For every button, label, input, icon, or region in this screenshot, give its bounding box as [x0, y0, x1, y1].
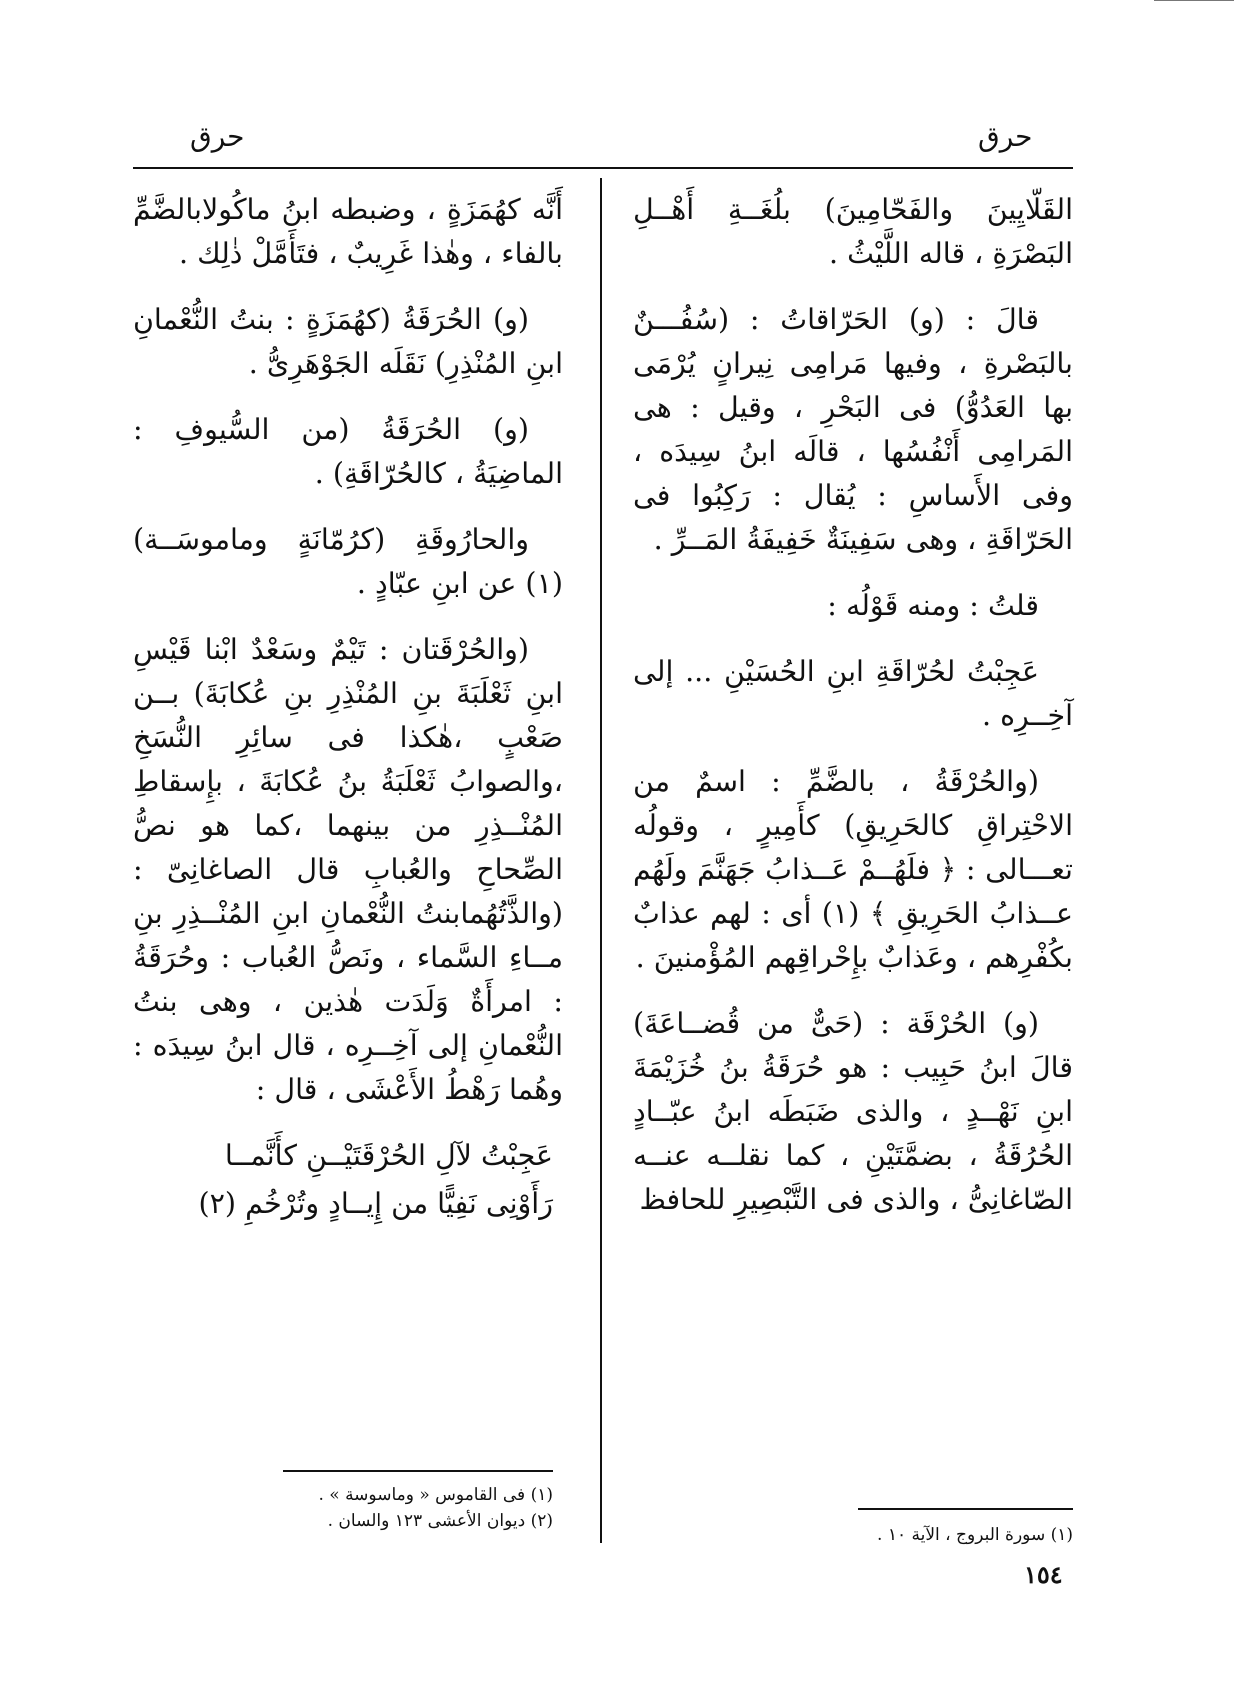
scan-edge-line	[1154, 0, 1234, 1]
paragraph: (والحُرْقَتان : تَيْمٌ وسَعْدٌ ابْنا قَيْسِ ابنِ ثَعْلَبَةَ بنِ المُنْذِرِ بنِ عُكابَةَ) بــن صَعْبٍ ،هٰكذا فى سائِرِ النُّسَخِ ،والصوابُ ثَعْلَبَةُ بنُ عُكابَةَ ، بإِسقاطِ المُنْــذِرِ من بينهما ،كما هو نصُّ الصِّحاحِ والعُبابِ قال الصاغانِىّ :(والذَّتُهُمابنتُ النُّعْمانِ ابنِ المُنْــذِرِ بنِ مــاءِ السَّماء ، ونَصُّ العُباب : وحُرَقَةُ : امرأَةٌ وَلَدَت هٰذين ، وهى بنتُ النُّعْمانِ إلى آخِــرِه ، قال ابنُ سِيدَه : وهُما رَهْطُ الأَعْشَى ، قال :	[133, 633, 563, 1106]
footnote-rule-right	[858, 1508, 1073, 1510]
footnote: (١) سورة البروج ، الآية ١٠ .	[877, 1525, 1073, 1545]
header-rule	[133, 167, 1073, 169]
verse-line: رَأَوْنِى نَفِيًّا من إِيــادٍ وتُرْخُمِ (٢)	[198, 1187, 553, 1220]
paragraph: القَلّايِينَ والفَحّامِينَ) بلُغَــةِ أَهْــلِ البَصْرَةِ ، قاله اللَّيْثُ .	[633, 193, 1073, 270]
paragraph: أَنَّه كهُمَزَةٍ ، وضبطه ابنُ ماكُولابالضَّمِّ بالفاء ، وهٰذا غَرِيبٌ ، فتَأَمَّلْ ذٰلِك .	[133, 193, 563, 270]
paragraph: (و) الحُرَقَةُ (من السُّيوفِ : الماضِيَةُ ، كالحُرّاقَةِ) .	[133, 413, 563, 490]
paragraph: والحارُوقَةِ (كرُمّانَةٍ وماموسَــة) (١) عن ابنِ عبّادٍ .	[133, 523, 563, 600]
paragraph: (والحُرْقَةُ ، بالضَّمِّ : اسمٌ من الاحْتِراقِ كالحَرِيقِ) كأَمِيرٍ ، وقولُه تعـــالى : ﴿ فلَهُــمْ عَــذابُ جَهَنَّمَ ولَهُم عــذابُ الحَرِيقِ ﴾ (١) أى : لهم عذابٌ بكُفْرِهم ، وعَذابٌ بإِحْراقِهم المُؤْمنينَ .	[633, 765, 1073, 974]
header-word-left: حرق	[190, 120, 245, 153]
paragraph: عَجِبْتُ لحُرّاقَةِ ابنِ الحُسَيْنِ ... إلى آخِــرِه .	[633, 655, 1073, 732]
verse-line: عَجِبْتُ لآلِ الحُرْقَتَيْــنِ كأَنَّمــا	[224, 1139, 553, 1172]
paragraph: (و) الحُرْقَة : (حَىٌّ من قُضــاعَةَ) قالَ ابنُ حَبِيب : هو حُرَقَةُ بنُ خُزَيْمَةَ ابنِ نَهْــدٍ ، والذى ضَبَطَه ابنُ عبّــادٍ الحُرُقَةُ ، بضمَّتَيْنِ ، كما نقلــه عنــه الصّاغانِىُّ ، والذى فى التَّبْصِيرِ للحافظ	[633, 1007, 1073, 1216]
footnote: (٢) ديوان الأعشى ١٢٣ والسان .	[327, 1511, 553, 1531]
footnote: (١) فى القاموس « وماسوسة » .	[318, 1485, 553, 1505]
footnote-rule-left	[283, 1470, 553, 1472]
header-word-right: حرق	[978, 120, 1033, 153]
footnotes-right	[700, 1522, 1073, 1548]
column-divider	[600, 178, 602, 1543]
paragraph: قالَ : (و) الحَرّاقاتُ : (سُفُـــنٌ بالبَصْرةِ ، وفيها مَرامِى نِيرانٍ يُرْمَى بها العَدُوُّ) فى البَحْرِ ، وقيل : هى المَرامِى أَنْفُسُها ، قالَه ابنُ سِيدَه ، وفى الأَساسِ : يُقال : رَكِبُوا فى الحَرّاقَةِ ، وهى سَفِينَةٌ خَفِيفَةُ المَــرِّ .	[633, 303, 1073, 556]
paragraph: (و) الحُرَقَةُ (كهُمَزَةٍ : بنتُ النُّعْمانِ ابنِ المُنْذِرِ) نَقَلَه الجَوْهَرِىُّ .	[133, 303, 563, 380]
left-column	[133, 188, 563, 1248]
page-number: ١٥٤	[1024, 1560, 1063, 1589]
right-column	[633, 188, 1073, 1244]
paragraph: قلتُ : ومنه قَوْلُه :	[827, 589, 1039, 622]
footnotes-left	[250, 1482, 553, 1534]
